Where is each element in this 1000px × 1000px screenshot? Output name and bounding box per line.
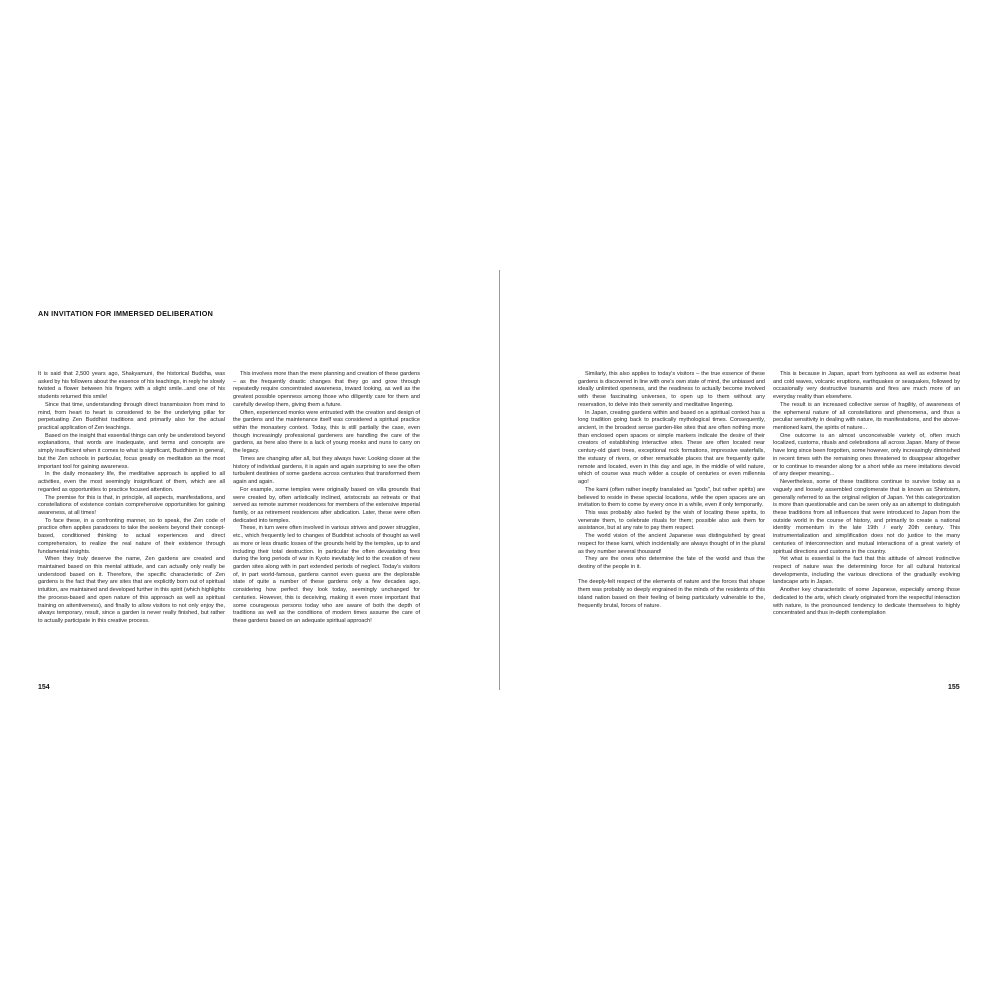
right-page-column-2 <box>773 371 960 618</box>
paragraph: This is because in Japan, apart from typhoons as well as extreme heat and cold waves, volcanic eruptions, earthquakes or seaquakes, followed by occasionally very destructive tsunamis and fires are much more of an everyday reality than elsewhere. <box>773 371 960 401</box>
chapter-heading: AN INVITATION FOR IMMERSED DELIBERATION <box>38 309 214 318</box>
left-page-column-1 <box>38 371 225 626</box>
paragraph: Based on the insight that essential things can only be understood beyond explanations, that words are inadequate, and terms and concepts are simply insufficient when it comes to what is significant, Buddhism in general, but the Zen schools in particular, focus greatly on meditation as the most important tool for gaining awareness. <box>38 432 225 470</box>
paragraph: Often, experienced monks were entrusted with the creation and design of the gardens and the maintenance itself was considered a spiritual practice within the monastery context. Today, this is still partially the case, even though increasingly professional gardeners are handling the care of the gardens, as here also there is a lack of young monks and nuns to carry on the legacy. <box>233 409 420 455</box>
paragraph: These, in turn were often involved in various strives and power struggles, etc., which frequently led to changes of Buddhist schools of thought as well as more or less drastic losses of the grounds held by the temples, up to and including their total destruction. In particular the often devastating fires during the long periods of war in Kyoto inevitably led to the creation of new garden sites along with in part extended periods of neglect. Today's visitors of, in part world-famous, gardens cannot even guess are the deplorable state of quite a number of these gardens only a few decades ago, considering how perfect they look today, seemingly unchanged for centuries. However, this is deceiving, making it even more important that some courageous persons today who are aware of both the depth of traditions as well as the conditions of modern times assume the care of these gardens based on an adequate spiritual approach! <box>233 525 420 624</box>
paragraph: In Japan, creating gardens within and based on a spiritual context has a long tradition going back to practically mythological times. Consequently, ancient, in the broadest sense garden-like sites that are often nothing more than enclosed open spaces or simple markers indicate the desire of their creators of establishing interactive sites. These are often located near century-old giant trees, exceptional rock formations, impressive waterfalls, the estuary of rivers, or other remarkable places that are frequently quite remote and located, even in this day and age, in the middle of wild nature, which of course was much wilder a couple of centuries or even millennia ago! <box>578 409 765 486</box>
paragraph: When they truly deserve the name, Zen gardens are created and maintained based on this mental attitude, and can actually only really be understood based on it. Therefore, the specific characteristic of Zen gardens is the fact that they are sites that are explicitly born out of spiritual intuition, are maintained and developed further in this spirit (which highlights the process-based and open nature of this approach as well as spiritual training on attentiveness), and finally to allow visitors to not only enjoy the, always temporary, result, since a garden is never really finished, but rather to actually participate in this creative process. <box>38 556 225 624</box>
right-page-number: 155 <box>948 684 960 691</box>
paragraph: The premise for this is that, in principle, all aspects, manifestations, and constellations of existence contain comprehensive opportunities for gaining awareness, at all times! <box>38 494 225 516</box>
paragraph: The kami (often rather ineptly translated as "gods", but rather spirits) are believed to reside in these special locations, while the open spaces are an invitation to them to come by every once in a while, even if only temporarily. <box>578 486 765 509</box>
left-page-column-2 <box>233 371 420 626</box>
right-page-column-1 <box>578 371 765 610</box>
paragraph: For example, some temples were originally based on villa grounds that were created by, often artistically inclined, aristocrats as retreats or that served as remote summer residences for members of the extensive imperial family, or as retirement residences after abdication. Later, these were often dedicated into temples. <box>233 486 420 524</box>
paragraph: The result is an increased collective sense of fragility, of awareness of the ephemeral nature of all constellations and phenomena, and thus a peculiar sensitivity in dealing with nature, its manifestations, and the above-mentioned kami, the spirits of nature... <box>773 401 960 432</box>
paragraph: Another key characteristic of some Japanese, especially among those dedicated to the arts, which clearly originated from the respectful interaction with nature, is the pronounced tendency to dedicate themselves to highly concentrated and thus in-depth contemplation <box>773 587 960 617</box>
paragraph: Times are changing after all, but they always have: Looking closer at the history of individual gardens, it is again and again surprising to see the often turbulent destinies of some gardens across centuries that transformed them again and again. <box>233 455 420 486</box>
paragraph: One outcome is an almost unconceivable variety of, often much localized, customs, rituals and celebrations all across Japan. Many of these have long since been forgotten, some however, only increasingly diminished in recent times with the remaining ones threatened to disappear altogether or to continue to meander along for a short while as mere imitations devoid of any deeper meaning... <box>773 432 960 478</box>
paragraph: The world vision of the ancient Japanese was distinguished by great respect for these kami, which incidentally are always thought of in the plural as they number several thousand! <box>578 533 765 555</box>
paragraph: It is said that 2,500 years ago, Shakyamuni, the historical Buddha, was asked by his followers about the essence of his teachings, in reply he slowly twisted a flower between his fingers with a slight smile...and one of his students returned this smile! <box>38 371 225 401</box>
paragraph: Nevertheless, some of these traditions continue to survive today as a vaguely and loosely assembled conglomerate that is known as Shintoism, generally referred to as the original religion of Japan. Yet this categorization is more than questionable and can be seen only as an attempt to distinguish these traditions from all influences that were introduced to Japan from the outside world in the course of history, and primarily to create a national identity momentum in the late 19th / early 20th century. This instrumentalization and simplification does not do justice to the many centuries of interconnection and mutual interactions of a great variety of spiritual directions and customs in the country. <box>773 479 960 555</box>
left-page-number: 154 <box>38 684 50 691</box>
paragraph: They are the ones who determine the fate of the world and thus the destiny of the people in it. <box>578 556 765 570</box>
paragraph: Since that time, understanding through direct transmission from mind to mind, from heart to heart is considered to be the underlying pillar for perpetuating Zen Buddhist traditions and primarily also for the actual practical application of Zen teachings. <box>38 401 225 432</box>
paragraph: This was probably also fueled by the wish of locating these spirits, to venerate them, to celebrate rituals for them; possible also ask them for assistance, but at any rate to pay them respect. <box>578 509 765 532</box>
paragraph: To face these, in a confronting manner, so to speak, the Zen code of practice often applies paradoxes to take the seekers beyond their concept-based, conditioned thinking to actual experiences and direct comprehension, to realize the real nature of their existence through fundamental insights. <box>38 517 225 555</box>
paragraph: Yet what is essential is the fact that this attitude of almost instinctive respect of nature was the determining force for all cultural historical developments, including the various directions of the gradually evolving landscape arts in Japan. <box>773 556 960 586</box>
paragraph: The deeply-felt respect of the elements of nature and the forces that shape them was probably so deeply engrained in the minds of the residents of this island nation based on their feeling of being particularly vulnerable to the, frequently brutal, forces of nature. <box>578 579 765 609</box>
paragraph: This involves more than the mere planning and creation of these gardens – as the frequently drastic changes that they go and grow through repeatedly require concentrated awareness, inward looking, as well as the greatest possible openness among those who diligently care for them and carefully develop them, giving them a future. <box>233 371 420 408</box>
paragraph: Similarly, this also applies to today's visitors – the true essence of these gardens is discovered in line with one's own state of mind, the unbiased and ideally unlimited openness, and the readiness to actually become involved with these fascinating universes, to open up to them without any reservation, to delve into their serenity and meditative lingering. <box>578 371 765 408</box>
paragraph: In the daily monastery life, the meditative approach is applied to all activities, even the most seemingly insignificant of them, which are all regarded as opportunities to practice focused attention. <box>38 471 225 493</box>
center-gutter-line <box>499 270 500 690</box>
